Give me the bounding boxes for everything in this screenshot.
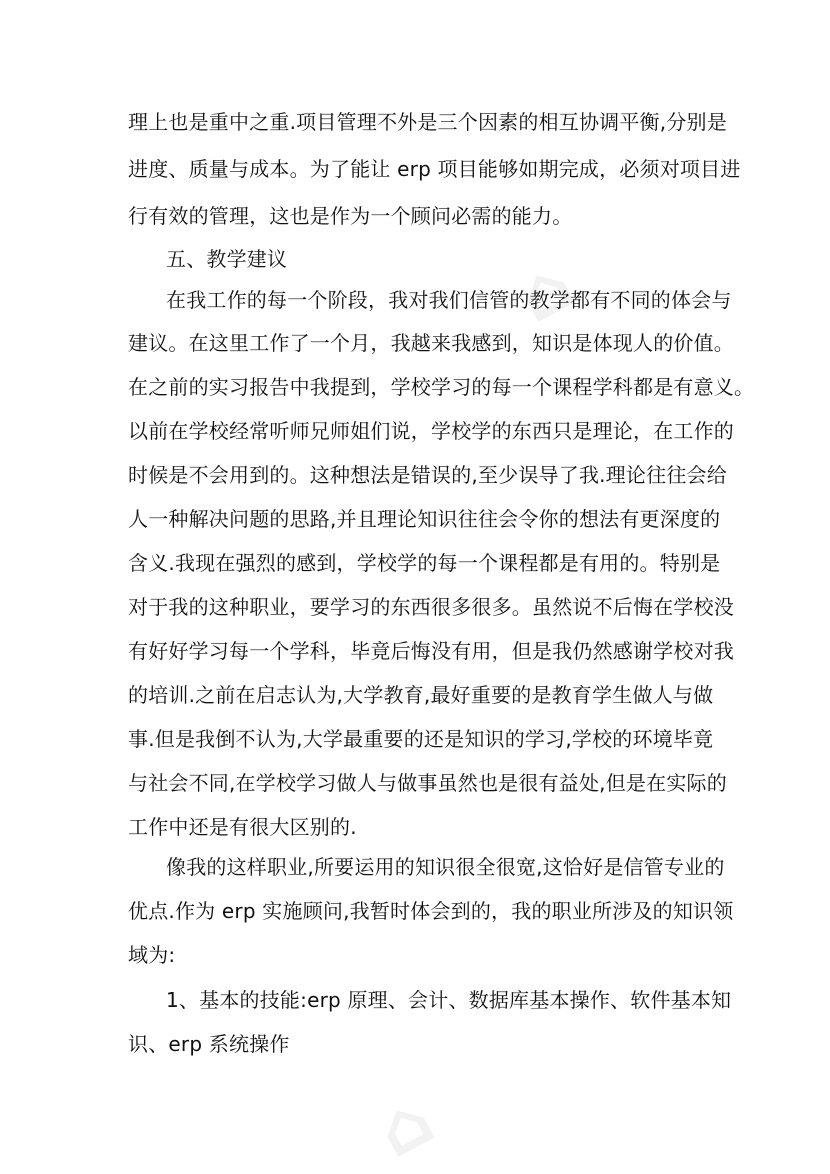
paragraph-line: 有好好学习每一个学科，毕竟后悔没有用，但是我仍然感谢学校对我	[128, 639, 734, 663]
paragraph-line: 在我工作的每一个阶段，我对我们信管的教学都有不同的体会与	[166, 288, 732, 312]
paragraph-line: 优点.作为 erp 实施顾问,我暂时体会到的，我的职业所涉及的知识领	[128, 899, 734, 923]
paragraph-line: 事.但是我倒不认为,大学最重要的还是知识的学习,学校的环境毕竟	[128, 727, 714, 751]
paragraph-line: 对于我的这种职业，要学习的东西很多很多。虽然说不后悔在学校没	[128, 595, 734, 619]
paragraph-line: 时候是不会用到的。这种想法是错误的,至少误导了我.理论往往会给	[128, 463, 727, 487]
paragraph-line: 建议。在这里工作了一个月，我越来我感到，知识是体现人的价值。	[128, 331, 734, 355]
paragraph-line: 像我的这样职业,所要运用的知识很全很宽,这恰好是信管专业的	[166, 855, 725, 879]
paragraph-line: 行有效的管理，这也是作为一个顾问必需的能力。	[128, 204, 573, 228]
paragraph-line: 域为:	[128, 943, 176, 967]
list-item-line: 1、基本的技能:erp 原理、会计、数据库基本操作、软件基本知	[166, 988, 732, 1012]
watermark-top: ⌂	[503, 243, 587, 339]
paragraph-line: 理上也是重中之重.项目管理不外是三个因素的相互协调平衡,分别是	[128, 110, 727, 134]
paragraph-line: 进度、质量与成本。为了能让 erp 项目能够如期完成，必须对项目进	[128, 157, 741, 181]
paragraph-line: 含义.我现在强烈的感到，学校学的每一个课程都是有用的。特别是	[128, 551, 721, 575]
list-item-line: 识、erp 系统操作	[128, 1032, 290, 1056]
section-heading: 五、教学建议	[166, 247, 288, 271]
paragraph-line: 以前在学校经常听师兄师姐们说，学校学的东西只是理论，在工作的	[128, 419, 734, 443]
paragraph-line: 工作中还是有很大区别的.	[128, 815, 357, 839]
paragraph-line: 与社会不同,在学校学习做人与做事虽然也是很有益处,但是在实际的	[128, 771, 727, 795]
paragraph-line: 的培训.之前在启志认为,大学教育,最好重要的是教育学生做人与做	[128, 683, 714, 707]
watermark-bottom: ⌂	[363, 1078, 447, 1174]
paragraph-line: 在之前的实习报告中我提到，学校学习的每一个课程学科都是有意义。	[128, 375, 755, 399]
paragraph-line: 人一种解决问题的思路,并且理论知识往往会令你的想法有更深度的	[128, 507, 721, 531]
